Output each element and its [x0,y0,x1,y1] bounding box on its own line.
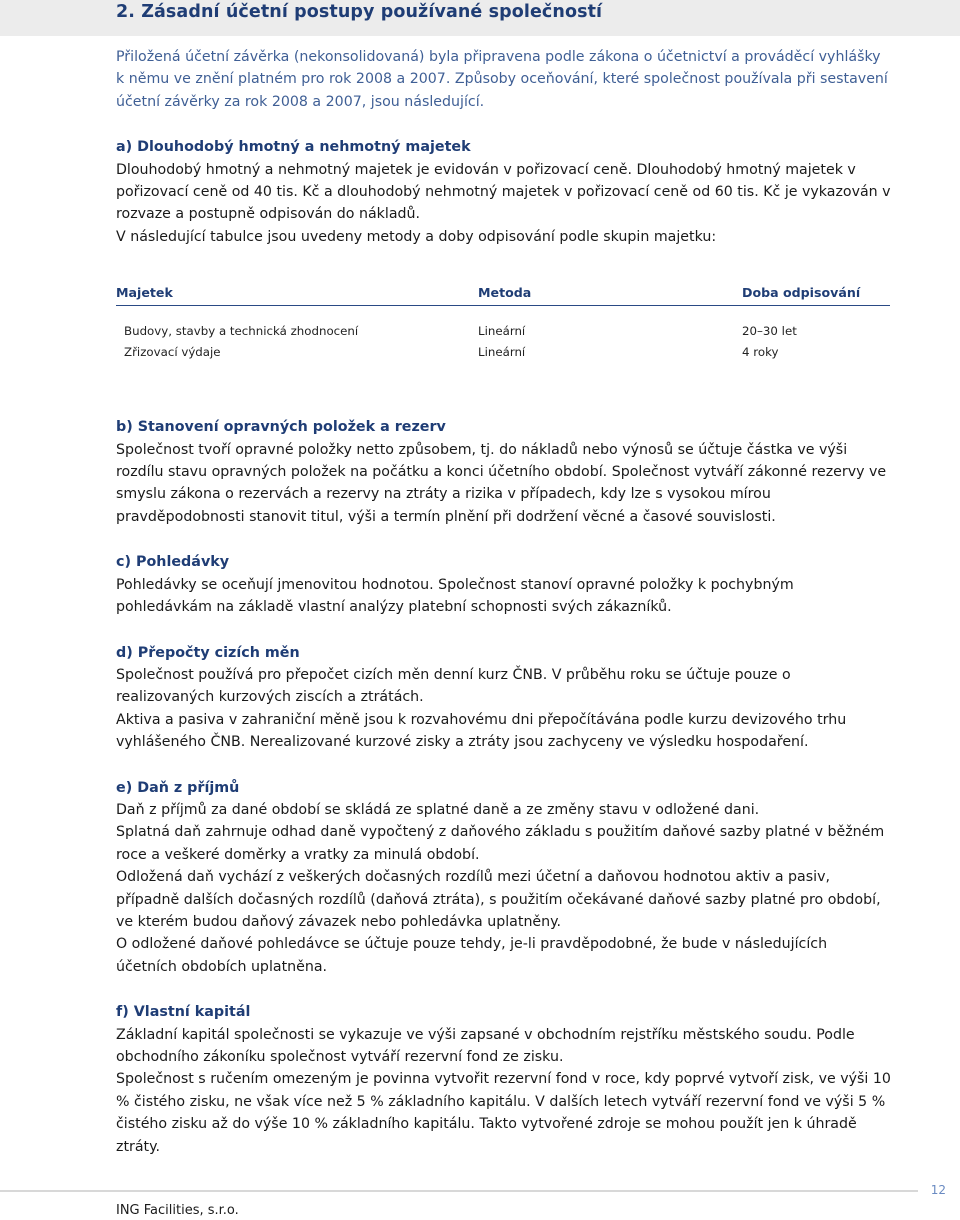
section-title: 2. Zásadní účetní postupy používané společností [116,2,603,22]
table-cell: Zřizovací výdaje [124,344,221,359]
table-cell: Budovy, stavby a technická zhodnocení [124,323,359,338]
footer-company-name: ING Facilities, s.r.o. [116,1203,239,1218]
section-d-title: d) Přepočty cizích měn [116,644,300,661]
page-number: 12 [930,1183,946,1197]
section-d-paragraph-1: Společnost používá pro přepočet cizích měn denní kurz ČNB. V průběhu roku se účtuje pouze o realizovaných kurzových ziscích a ztrátách. [116,666,791,706]
section-f-paragraph-2: Společnost s ručením omezeným je povinna vytvořit rezervní fond v roce, kdy poprvé vytvoří zisk, ve výši 10 % čistého zisku, ne však více než 5 % základního kapitálu. V dalších letech vytváří rezervní fond ve výši 5 % čistého zisku až do výše 10 % základního kapitálu. Takto vytvořené zdroje se mohou použít jen k úhradě ztráty. [116,1071,891,1155]
table-cell: 4 roky [742,344,779,359]
section-f-paragraph-1: Základní kapitál společnosti se vykazuje ve výši zapsané v obchodním rejstříku městského soudu. Podle obchodního zákoníku společnost vytváří rezervní fond ze zisku. [116,1026,855,1065]
section-a-paragraph-1: Dlouhodobý hmotný a nehmotný majetek je evidován v pořizovací ceně. Dlouhodobý hmotný majetek v pořizovací ceně od 40 tis. Kč a dlouhodobý nehmotný majetek v pořizovací ceně od 60 tis. Kč je vykazován v rozvaze a postupně odpisován do nákladů. [116,161,891,223]
section-header-bar [0,0,960,36]
table-header-metoda: Metoda [478,276,742,306]
section-d [116,642,892,754]
section-b [116,416,892,528]
section-e [116,777,892,979]
section-a-title: a) Dlouhodobý hmotný a nehmotný majetek [116,139,471,156]
section-c-title: c) Pohledávky [116,554,230,571]
section-f [116,1001,892,1158]
section-e-paragraph-1: Daň z příjmů za dané období se skládá ze splatné daně a ze změny stavu v odložené dani. [116,801,760,818]
section-c-paragraph-1: Pohledávky se oceňují jmenovitou hodnotou. Společnost stanoví opravné položky k pochybným pohledávkám na základě vlastní analýzy platební schopnosti svých zákazníků. [116,576,794,616]
footer-divider [0,1190,918,1192]
table-header-majetek: Majetek [116,276,478,306]
table-row [116,306,890,342]
section-b-paragraph-1: Společnost tvoří opravné položky netto způsobem, tj. do nákladů nebo výnosů se účtuje částka ve výši rozdílu stavu opravných položek na počátku a konci účetního období. Společnost vytváří zákonné rezervy ve smyslu zákona o rezervách a rezervy na ztráty a rizika v případech, kdy lze s vysokou mírou pravděpodobnosti stanovit titul, výši a termín plnění při dodržení věcné a časové souvislosti. [116,441,887,525]
depreciation-table [116,276,890,362]
section-e-paragraph-2: Splatná daň zahrnuje odhad daně vypočtený z daňového základu s použitím daňové sazby platné v běžném roce a veškeré doměrky a vratky za minulá období. [116,824,885,863]
table-header-row [116,276,890,306]
table-header-doba: Doba odpisování [742,276,890,306]
document-body [116,46,892,1158]
section-e-title: e) Daň z příjmů [116,779,240,796]
section-b-title: b) Stanovení opravných položek a rezerv [116,419,446,436]
section-a [116,136,892,248]
section-c [116,551,892,618]
section-e-paragraph-3: Odložená daň vychází z veškerých dočasných rozdílů mezi účetní a daňovou hodnotou aktiv a pasiv, případně dalších dočasných rozdílů (daňová ztráta), s použitím očekávané daňové sazby platné pro období, ve kterém budou daňový závazek nebo pohledávka uplatněny. [116,869,881,930]
table-cell: Lineární [478,323,526,338]
table-row [116,341,890,362]
section-d-paragraph-2: Aktiva a pasiva v zahraniční měně jsou k rozvahovému dni přepočítávána podle kurzu devizového trhu vyhlášeného ČNB. Nerealizované kurzové zisky a ztráty jsou zachyceny ve výsledku hospodaření. [116,711,847,751]
section-a-paragraph-2: V následující tabulce jsou uvedeny metody a doby odpisování podle skupin majetku: [116,228,717,245]
intro-paragraph: Přiložená účetní závěrka (nekonsolidovaná) byla připravena podle zákona o účetnictví a prováděcí vyhlášky k němu ve znění platném pro rok 2008 a 2007. Způsoby oceňování, které společnost používala při sestavení účetní závěrky za rok 2008 a 2007, jsou následující. [116,49,888,110]
table-cell: Lineární [478,344,526,359]
section-e-paragraph-4: O odložené daňové pohledávce se účtuje pouze tehdy, je-li pravděpodobné, že bude v následujících účetních obdobích uplatněna. [116,936,828,975]
section-f-title: f) Vlastní kapitál [116,1004,251,1021]
table-cell: 20–30 let [742,323,797,338]
